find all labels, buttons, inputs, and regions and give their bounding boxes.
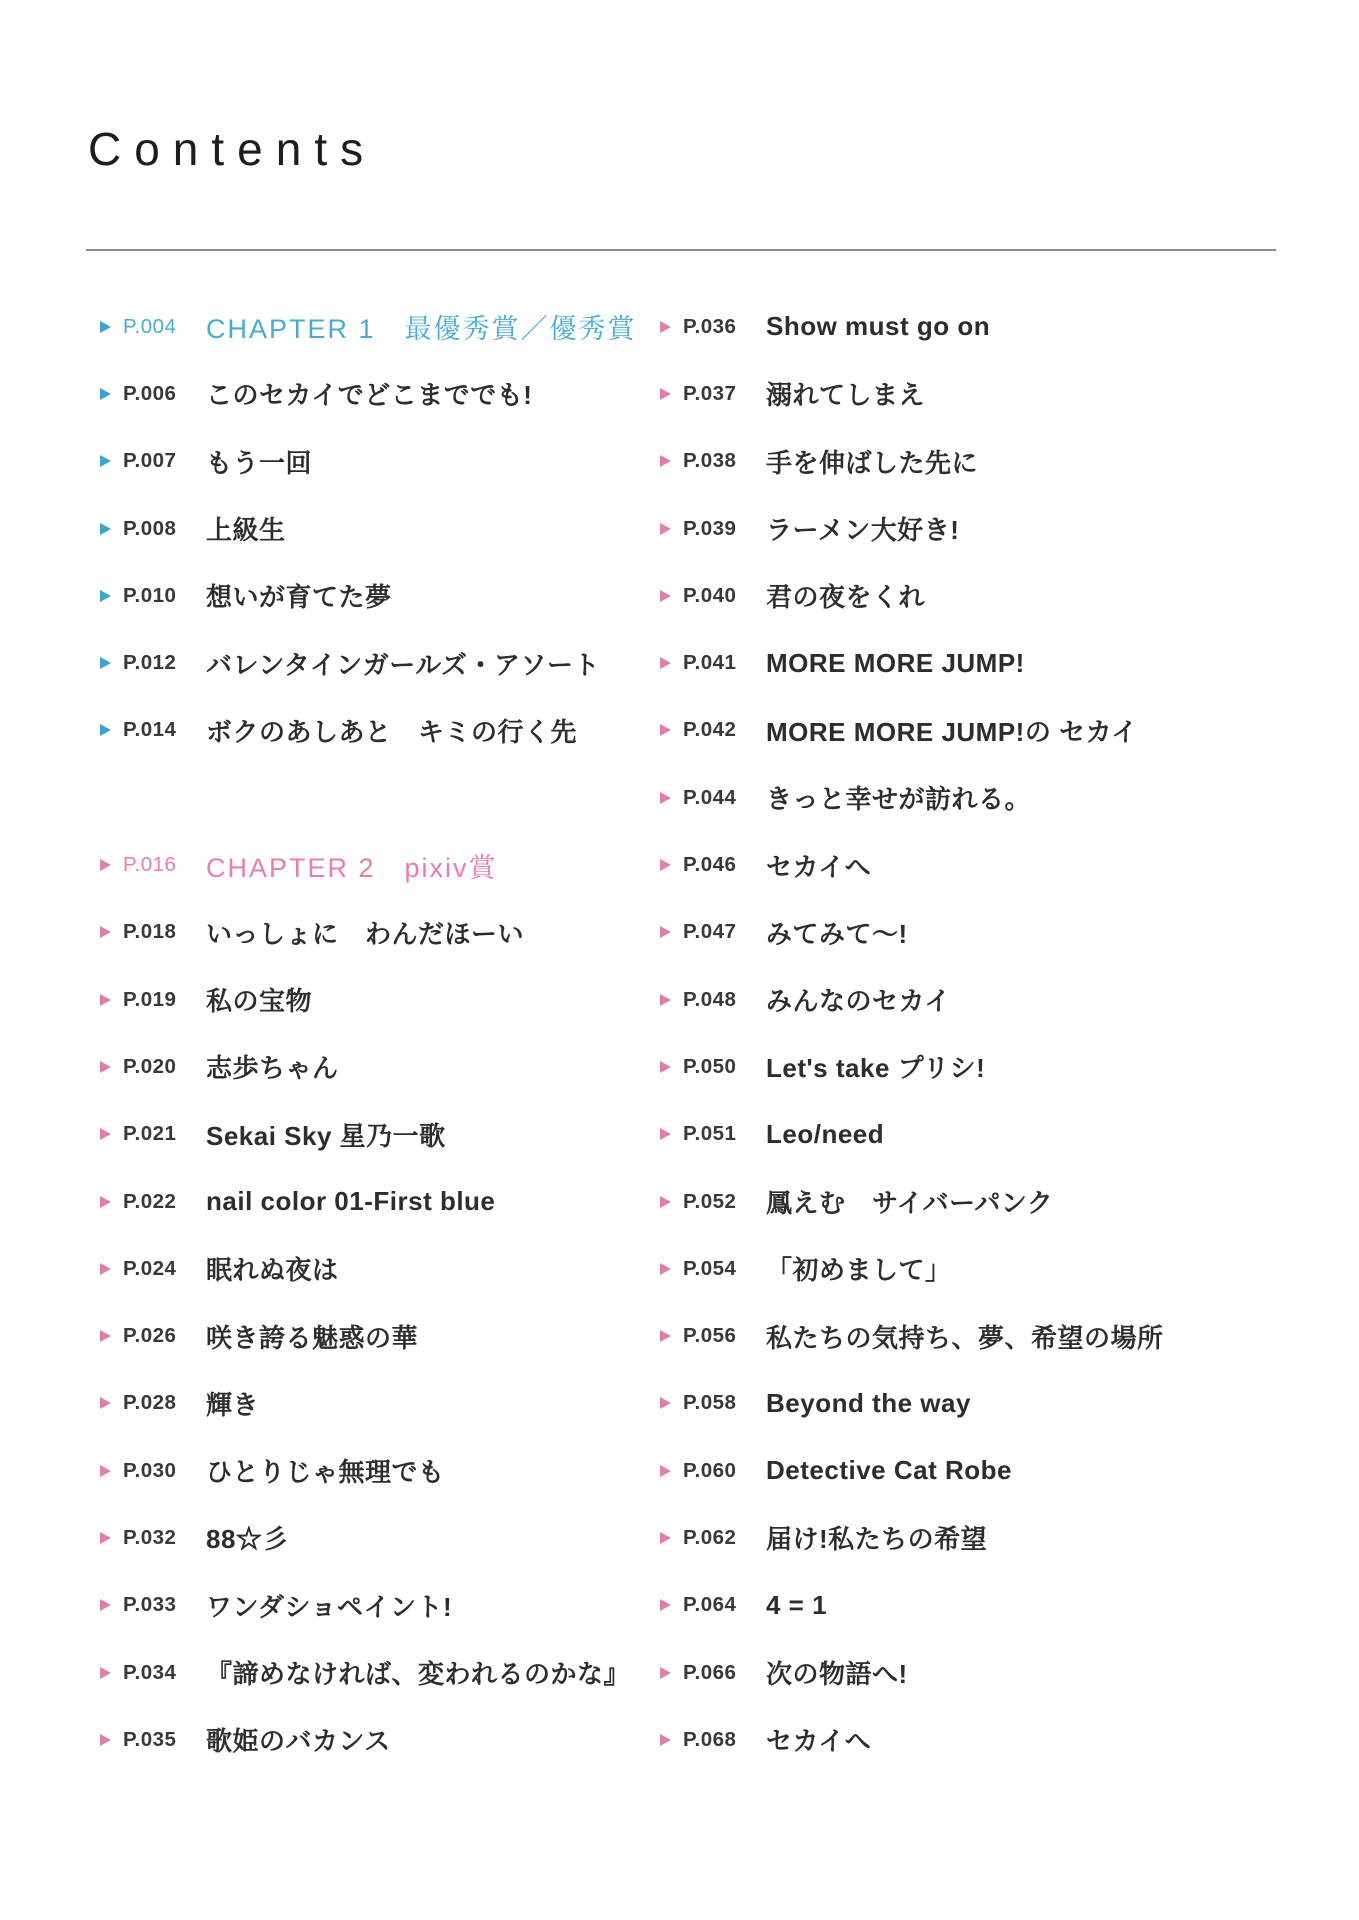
triangle-arrow-icon	[100, 388, 111, 400]
toc-page-number: P.047	[683, 920, 737, 944]
toc-entry	[660, 495, 1280, 562]
toc-title: Show must go on	[766, 311, 991, 342]
toc-entry	[660, 360, 1280, 427]
toc-page-number: P.014	[123, 718, 177, 742]
toc-entry	[100, 1235, 580, 1302]
toc-title: 上級生	[206, 515, 286, 546]
triangle-arrow-icon	[660, 1263, 671, 1275]
toc-title: バレンタインガールズ・アソート	[206, 649, 600, 680]
toc-page-number: P.020	[123, 1054, 177, 1078]
toc-entry	[660, 1168, 1280, 1235]
triangle-arrow-icon	[100, 590, 111, 602]
triangle-arrow-icon	[100, 1196, 111, 1208]
toc-page-number: P.040	[683, 583, 737, 607]
toc-page-number: P.028	[123, 1391, 177, 1415]
toc-page-number: P.042	[683, 718, 737, 742]
toc-page-number: P.024	[123, 1256, 177, 1280]
triangle-arrow-icon	[100, 994, 111, 1006]
toc-title: MORE MORE JUMP!	[766, 647, 1025, 678]
toc-entry	[660, 1572, 1280, 1639]
triangle-arrow-icon	[100, 1330, 111, 1342]
toc-title: 次の物語へ!	[766, 1659, 908, 1690]
triangle-arrow-icon	[100, 1532, 111, 1544]
toc-title: Sekai Sky 星乃一歌	[206, 1120, 446, 1151]
toc-page-number: P.037	[683, 381, 737, 405]
toc-entry	[100, 697, 580, 764]
triangle-arrow-icon	[100, 1667, 111, 1679]
triangle-arrow-icon	[660, 388, 671, 400]
triangle-arrow-icon	[660, 1128, 671, 1140]
triangle-arrow-icon	[660, 724, 671, 736]
toc-page-number: P.019	[123, 987, 177, 1011]
toc-title: ボクのあしあと キミの行く先	[206, 716, 578, 747]
toc-page-number: P.022	[123, 1189, 177, 1213]
toc-entry	[660, 831, 1280, 898]
toc-entry	[660, 629, 1280, 696]
toc-entry	[100, 495, 580, 562]
triangle-arrow-icon	[100, 455, 111, 467]
triangle-arrow-icon	[100, 1599, 111, 1611]
triangle-arrow-icon	[100, 926, 111, 938]
triangle-arrow-icon	[100, 1734, 111, 1746]
toc-entry	[660, 1033, 1280, 1100]
toc-page-number: P.066	[683, 1660, 737, 1684]
toc-column-left	[100, 293, 637, 1774]
toc-entry	[660, 1504, 1280, 1571]
toc-page-number: P.039	[683, 516, 737, 540]
toc-page-number: P.060	[683, 1458, 737, 1482]
triangle-arrow-icon	[660, 321, 671, 333]
toc-page-number: P.044	[683, 785, 737, 809]
toc-title: いっしょに わんだほーい	[206, 918, 525, 949]
toc-title: きっと幸せが訪れる。	[766, 784, 1032, 815]
toc-title: 溺れてしまえ	[766, 380, 926, 411]
divider-line	[86, 249, 1276, 251]
toc-entry	[660, 1437, 1280, 1504]
toc-title: セカイへ	[766, 851, 872, 882]
toc-title: CHAPTER 2 pixiv賞	[206, 852, 498, 883]
toc-entry	[660, 1706, 1280, 1773]
toc-column-right	[660, 293, 1280, 1774]
toc-page-number: P.068	[683, 1727, 737, 1751]
toc-chapter-entry	[100, 831, 580, 898]
triangle-arrow-icon	[100, 1061, 111, 1073]
toc-page-number: P.038	[683, 449, 737, 473]
toc-page-number: P.056	[683, 1324, 737, 1348]
toc-entry	[100, 1101, 580, 1168]
triangle-arrow-icon	[100, 1128, 111, 1140]
toc-entry	[100, 562, 580, 629]
toc-page-number: P.006	[123, 381, 177, 405]
triangle-arrow-icon	[100, 1263, 111, 1275]
toc-spacer	[100, 764, 580, 831]
triangle-arrow-icon	[660, 455, 671, 467]
toc-entry	[660, 1370, 1280, 1437]
toc-title: みんなのセカイ	[766, 986, 951, 1017]
triangle-arrow-icon	[660, 1734, 671, 1746]
toc-entry	[100, 629, 600, 696]
toc-entry	[660, 899, 1280, 966]
toc-entry	[660, 1302, 1280, 1369]
toc-entry	[660, 764, 1280, 831]
triangle-arrow-icon	[660, 1330, 671, 1342]
toc-entry	[660, 562, 1280, 629]
triangle-arrow-icon	[660, 1397, 671, 1409]
toc-page-number: P.008	[123, 516, 177, 540]
toc-title: nail color 01-First blue	[206, 1186, 496, 1216]
triangle-arrow-icon	[660, 1667, 671, 1679]
triangle-arrow-icon	[660, 657, 671, 669]
toc-page-number: P.034	[123, 1660, 177, 1684]
triangle-arrow-icon	[660, 926, 671, 938]
triangle-arrow-icon	[660, 1196, 671, 1208]
toc-title: Detective Cat Robe	[766, 1455, 1012, 1486]
toc-page-number: P.062	[683, 1525, 737, 1549]
triangle-arrow-icon	[660, 1599, 671, 1611]
toc-page-number: P.035	[123, 1727, 177, 1751]
toc-entry	[660, 428, 1280, 495]
triangle-arrow-icon	[100, 724, 111, 736]
triangle-arrow-icon	[660, 792, 671, 804]
toc-page-number: P.012	[123, 651, 177, 675]
toc-title: 「初めまして」	[766, 1255, 952, 1286]
toc-title: 咲き誇る魅惑の華	[206, 1322, 419, 1353]
toc-page-number: P.026	[123, 1324, 177, 1348]
triangle-arrow-icon	[100, 1397, 111, 1409]
triangle-arrow-icon	[660, 1061, 671, 1073]
page-title: Contents	[88, 123, 377, 175]
toc-entry	[100, 1706, 580, 1773]
toc-page-number: P.010	[123, 583, 177, 607]
toc-entry	[100, 966, 580, 1033]
toc-page-number: P.018	[123, 920, 177, 944]
toc-page-number: P.046	[683, 853, 737, 877]
toc-entry	[660, 1235, 1280, 1302]
toc-page-number: P.054	[683, 1256, 737, 1280]
toc-title: 手を伸ばした先に	[766, 447, 979, 478]
toc-page-number: P.041	[683, 651, 737, 675]
toc-entry	[660, 293, 1280, 360]
toc-title: ワンダショペイント!	[206, 1591, 453, 1622]
toc-title: 君の夜をくれ	[766, 582, 926, 613]
toc-page-number: P.048	[683, 987, 737, 1011]
triangle-arrow-icon	[100, 859, 111, 871]
toc-entry	[100, 360, 580, 427]
triangle-arrow-icon	[660, 523, 671, 535]
toc-title: MORE MORE JUMP!の セカイ	[766, 716, 1138, 747]
toc-entry	[660, 1639, 1280, 1706]
triangle-arrow-icon	[100, 657, 111, 669]
toc-title: 眠れぬ夜は	[206, 1255, 339, 1286]
toc-title: 私の宝物	[206, 986, 313, 1017]
toc-entry	[660, 697, 1280, 764]
toc-title: Let's take プリシ!	[766, 1053, 986, 1084]
toc-entry	[100, 1370, 580, 1437]
toc-title: 鳳えむ サイバーパンク	[766, 1188, 1054, 1218]
toc-title: 届け!私たちの希望	[766, 1524, 988, 1555]
toc-page-number: P.032	[123, 1525, 177, 1549]
toc-entry	[100, 1437, 580, 1504]
toc-entry	[660, 1101, 1280, 1168]
toc-title: このセカイでどこまででも!	[206, 380, 533, 411]
toc-page-number: P.033	[123, 1593, 177, 1617]
toc-title: 『諦めなければ、変われるのかな』	[206, 1659, 631, 1690]
toc-page-number: P.016	[123, 853, 177, 877]
triangle-arrow-icon	[100, 1465, 111, 1477]
toc-entry	[100, 1504, 580, 1571]
toc-title: 私たちの気持ち、夢、希望の場所	[766, 1322, 1164, 1353]
toc-title: 志歩ちゃん	[206, 1053, 339, 1084]
toc-page-number: P.058	[683, 1391, 737, 1415]
toc-title: Beyond the way	[766, 1387, 971, 1418]
toc-page-number: P.064	[683, 1593, 737, 1617]
toc-title: ラーメン大好き!	[766, 515, 960, 546]
toc-title: 88☆彡	[206, 1524, 289, 1555]
toc-entry	[660, 966, 1280, 1033]
triangle-arrow-icon	[100, 523, 111, 535]
toc-entry	[100, 1639, 631, 1706]
toc-page-number: P.007	[123, 449, 177, 473]
toc-page-number: P.004	[123, 314, 177, 338]
toc-entry	[100, 1572, 580, 1639]
toc-entry	[100, 1033, 580, 1100]
toc-page-number: P.052	[683, 1189, 737, 1213]
toc-title: 歌姫のバカンス	[206, 1726, 391, 1757]
toc-title: セカイへ	[766, 1726, 872, 1757]
triangle-arrow-icon	[660, 1532, 671, 1544]
toc-entry	[100, 1302, 580, 1369]
toc-entry	[100, 428, 580, 495]
toc-page-number: P.036	[683, 314, 737, 338]
toc-title: 想いが育てた夢	[206, 582, 392, 613]
triangle-arrow-icon	[660, 859, 671, 871]
toc-title: 4 = 1	[766, 1589, 828, 1620]
toc-page-number: P.021	[123, 1122, 177, 1146]
toc-title: 輝き	[206, 1389, 260, 1420]
toc-title: みてみて～!	[766, 918, 908, 949]
triangle-arrow-icon	[660, 1465, 671, 1477]
triangle-arrow-icon	[660, 994, 671, 1006]
toc-entry	[100, 899, 580, 966]
triangle-arrow-icon	[100, 321, 111, 333]
toc-entry	[100, 1168, 580, 1235]
toc-title: CHAPTER 1 最優秀賞／優秀賞	[206, 314, 637, 345]
toc-page-number: P.050	[683, 1054, 737, 1078]
toc-title: もう一回	[206, 447, 313, 478]
triangle-arrow-icon	[660, 590, 671, 602]
toc-title: ひとりじゃ無理でも	[206, 1457, 445, 1488]
toc-chapter-entry	[100, 293, 637, 360]
toc-title: Leo/need	[766, 1118, 885, 1149]
toc-page-number: P.051	[683, 1122, 737, 1146]
toc-page-number: P.030	[123, 1458, 177, 1482]
